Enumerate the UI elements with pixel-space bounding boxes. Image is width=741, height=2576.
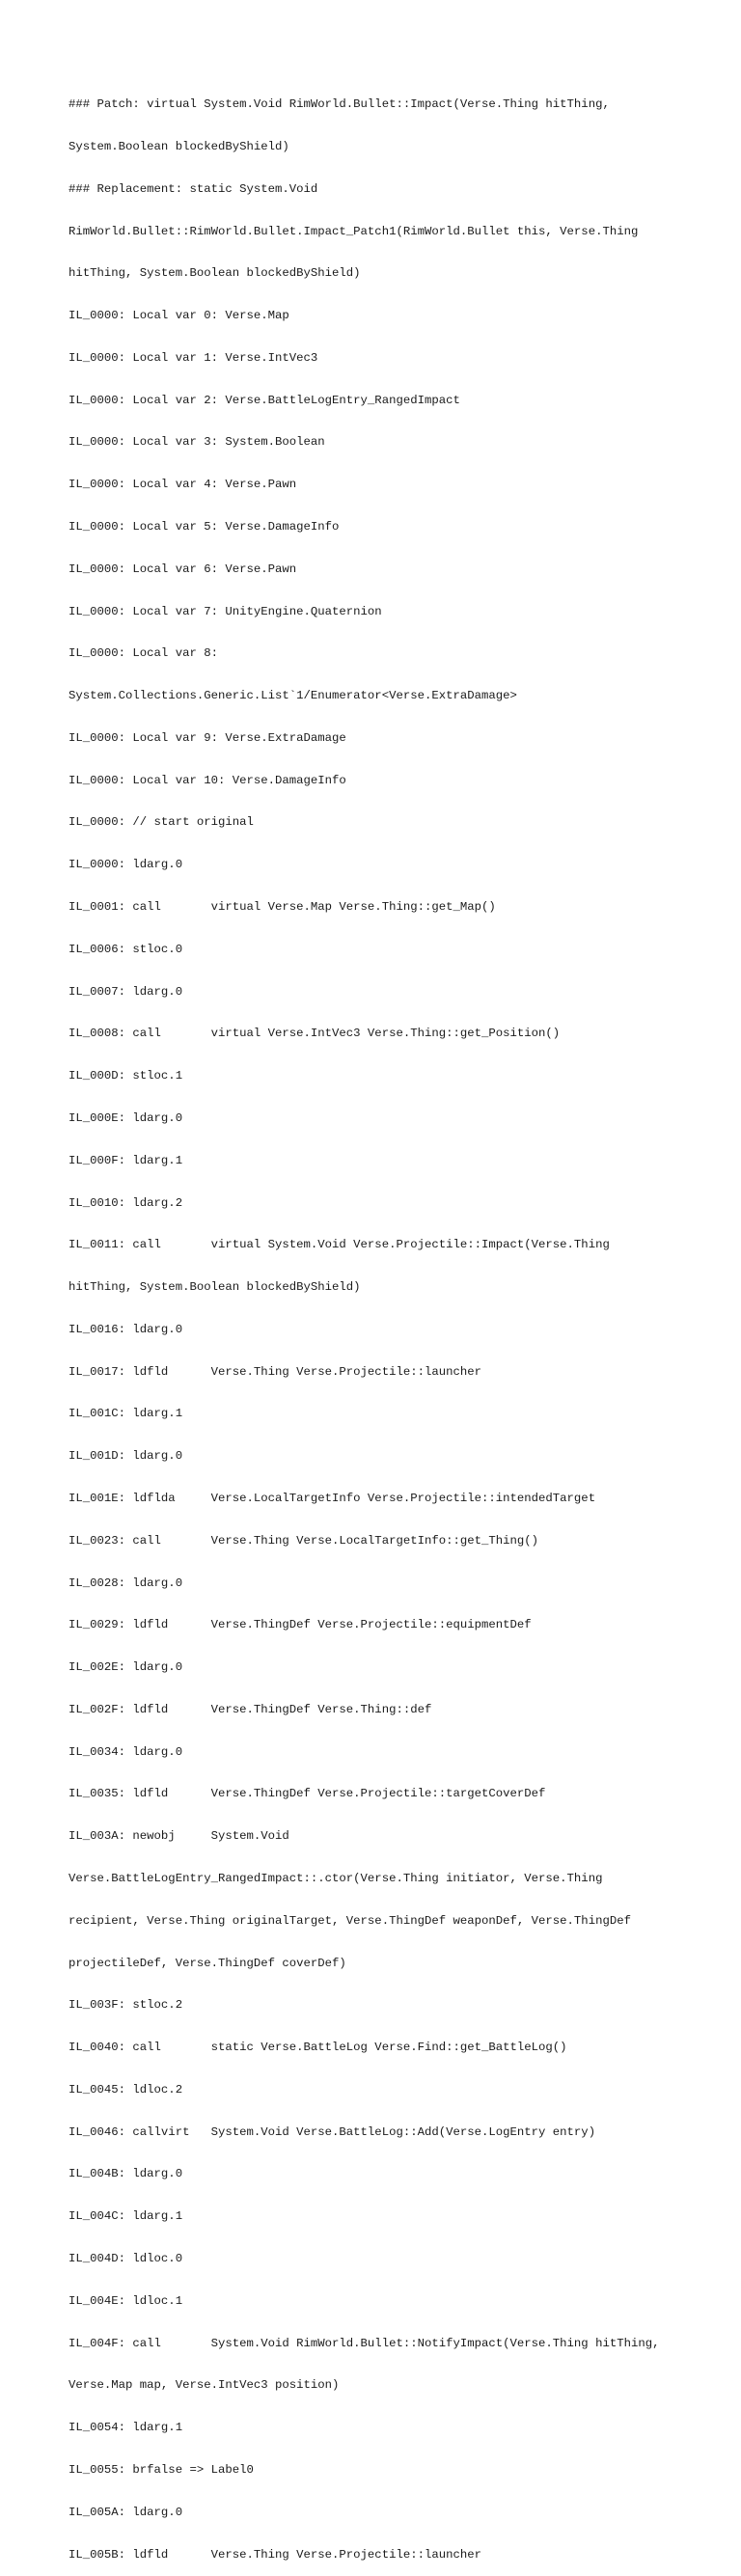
code-line: IL_0000: Local var 8: bbox=[69, 646, 218, 661]
code-line: IL_003F: stloc.2 bbox=[69, 1998, 183, 2013]
code-line: IL_000F: ldarg.1 bbox=[69, 1153, 183, 1167]
code-line: System.Boolean blockedByShield) bbox=[69, 139, 289, 153]
code-line: IL_0000: Local var 3: System.Boolean bbox=[69, 435, 325, 450]
code-line: IL_0029: ldfld Verse.ThingDef Verse.Projectile::equipmentDef bbox=[69, 1618, 532, 1632]
code-line: Verse.Map map, Verse.IntVec3 position) bbox=[69, 2378, 340, 2393]
code-line: IL_0000: Local var 1: Verse.IntVec3 bbox=[69, 350, 318, 365]
code-line: ### Replacement: static System.Void bbox=[69, 181, 318, 196]
code-line: IL_0000: Local var 7: UnityEngine.Quaternion bbox=[69, 604, 382, 618]
code-line: IL_004F: call System.Void RimWorld.Bullet::NotifyImpact(Verse.Thing hitThing, bbox=[69, 2336, 660, 2350]
code-line: RimWorld.Bullet::RimWorld.Bullet.Impact_Patch1(RimWorld.Bullet this, Verse.Thing bbox=[69, 224, 639, 238]
code-line: IL_0028: ldarg.0 bbox=[69, 1576, 183, 1590]
code-line: IL_0034: ldarg.0 bbox=[69, 1744, 183, 1759]
code-line: IL_0006: stloc.0 bbox=[69, 942, 183, 956]
code-line: IL_0000: // start original bbox=[69, 815, 254, 830]
code-line: Verse.BattleLogEntry_RangedImpact::.ctor(Verse.Thing initiator, Verse.Thing bbox=[69, 1872, 603, 1885]
code-line: IL_0046: callvirt System.Void Verse.BattleLog::Add(Verse.LogEntry entry) bbox=[69, 2124, 596, 2139]
code-line: IL_005B: ldfld Verse.Thing Verse.Projectile::launcher bbox=[69, 2547, 482, 2562]
code-line: IL_0000: Local var 6: Verse.Pawn bbox=[69, 562, 297, 576]
code-line: projectileDef, Verse.ThingDef coverDef) bbox=[69, 1956, 346, 1970]
code-line: hitThing, System.Boolean blockedByShield) bbox=[69, 1280, 361, 1295]
code-line: IL_0011: call virtual System.Void Verse.Projectile::Impact(Verse.Thing bbox=[69, 1238, 610, 1252]
code-line: IL_000D: stloc.1 bbox=[69, 1069, 183, 1083]
code-line: IL_001C: ldarg.1 bbox=[69, 1407, 183, 1421]
code-line: IL_004D: ldloc.0 bbox=[69, 2252, 183, 2266]
code-line: IL_0007: ldarg.0 bbox=[69, 984, 183, 999]
code-line: IL_0017: ldfld Verse.Thing Verse.Projectile::launcher bbox=[69, 1364, 482, 1379]
code-line: IL_0023: call Verse.Thing Verse.LocalTargetInfo::get_Thing() bbox=[69, 1533, 539, 1548]
code-line: IL_0000: Local var 5: Verse.DamageInfo bbox=[69, 520, 340, 534]
code-line: IL_0008: call virtual Verse.IntVec3 Verse.Thing::get_Position() bbox=[69, 1027, 561, 1041]
code-line: IL_0000: ldarg.0 bbox=[69, 858, 183, 872]
code-line: IL_0045: ldloc.2 bbox=[69, 2082, 183, 2096]
code-line: IL_002E: ldarg.0 bbox=[69, 1660, 183, 1675]
code-line: IL_0000: Local var 4: Verse.Pawn bbox=[69, 478, 297, 492]
code-line: recipient, Verse.Thing originalTarget, Verse.ThingDef weaponDef, Verse.ThingDef bbox=[69, 1913, 631, 1928]
code-line: IL_0035: ldfld Verse.ThingDef Verse.Projectile::targetCoverDef bbox=[69, 1787, 546, 1801]
code-listing bbox=[69, 69, 686, 2576]
code-line: IL_005A: ldarg.0 bbox=[69, 2505, 183, 2519]
code-line: IL_0000: Local var 0: Verse.Map bbox=[69, 309, 289, 323]
code-line: IL_0040: call static Verse.BattleLog Verse.Find::get_BattleLog() bbox=[69, 2041, 567, 2055]
code-line: hitThing, System.Boolean blockedByShield) bbox=[69, 266, 361, 281]
code-line: IL_0010: ldarg.2 bbox=[69, 1195, 183, 1210]
code-line: IL_000E: ldarg.0 bbox=[69, 1110, 183, 1125]
code-line: IL_0054: ldarg.1 bbox=[69, 2421, 183, 2435]
code-line: ### Patch: virtual System.Void RimWorld.Bullet::Impact(Verse.Thing hitThing, bbox=[69, 97, 610, 112]
code-line: IL_0000: Local var 10: Verse.DamageInfo bbox=[69, 773, 346, 787]
code-line: IL_0016: ldarg.0 bbox=[69, 1322, 183, 1336]
code-line: IL_004C: ldarg.1 bbox=[69, 2209, 183, 2224]
code-line: IL_0000: Local var 2: Verse.BattleLogEntry_RangedImpact bbox=[69, 393, 460, 407]
code-line: IL_003A: newobj System.Void bbox=[69, 1829, 289, 1844]
code-line: IL_001E: ldflda Verse.LocalTargetInfo Verse.Projectile::intendedTarget bbox=[69, 1491, 596, 1505]
code-line: IL_004E: ldloc.1 bbox=[69, 2293, 183, 2308]
code-line: IL_001D: ldarg.0 bbox=[69, 1449, 183, 1464]
code-line: System.Collections.Generic.List`1/Enumerator<Verse.ExtraDamage> bbox=[69, 689, 517, 703]
code-line: IL_0000: Local var 9: Verse.ExtraDamage bbox=[69, 730, 346, 745]
code-line: IL_004B: ldarg.0 bbox=[69, 2167, 183, 2181]
code-line: IL_0001: call virtual Verse.Map Verse.Thing::get_Map() bbox=[69, 900, 496, 915]
code-line: IL_002F: ldfld Verse.ThingDef Verse.Thing::def bbox=[69, 1702, 432, 1716]
code-line: IL_0055: brfalse => Label0 bbox=[69, 2462, 254, 2477]
